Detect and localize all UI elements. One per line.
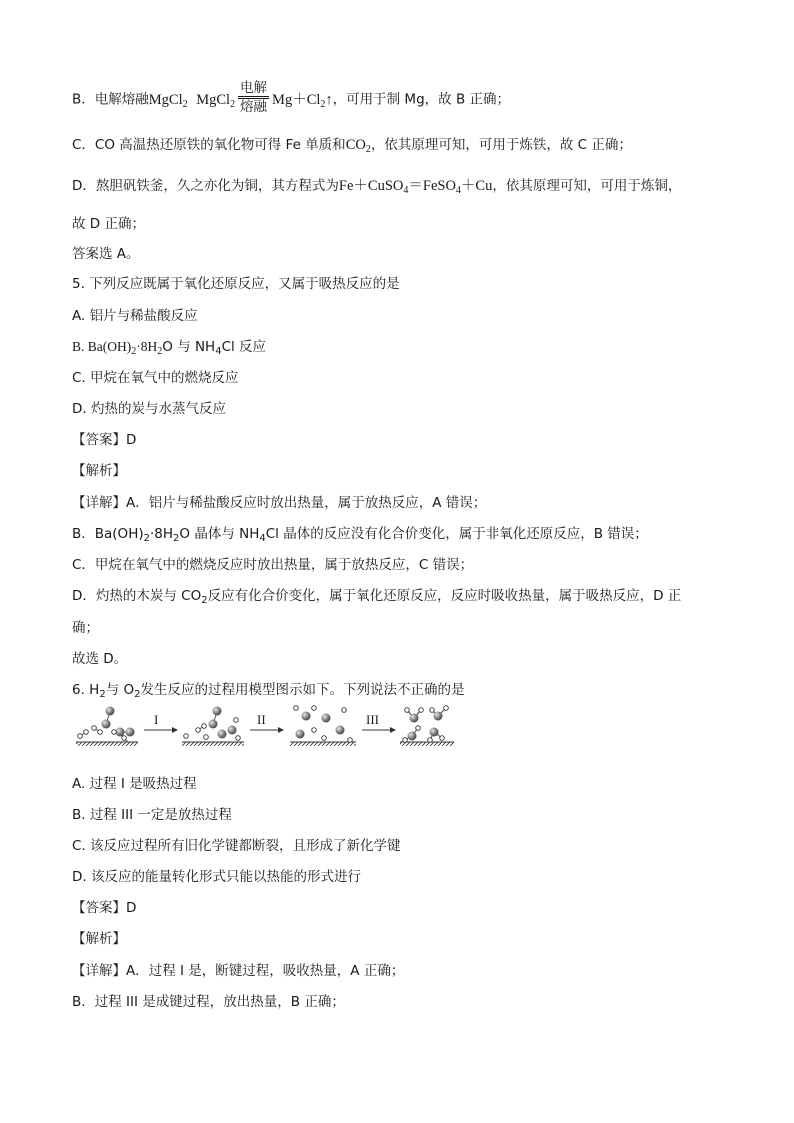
q6-detail-b: B．过程 III 是成键过程，放出热量，B 正确； xyxy=(72,994,345,1010)
q6-stem: 6. $H_2$与 $O_2$发生反应的过程用模型图示如下。下列说法不正确的是 xyxy=(72,682,465,700)
process-label-3: III xyxy=(366,712,379,727)
q4-option-d-explanation: D．熬胆矾铁釜，久之亦化为铜，其方程式为Fe＋CuSO$_4$＝FeSO$_4$＋Cu，依其原理可知，可用于炼铜， xyxy=(72,178,682,196)
q5-detail-d-line2: 确； xyxy=(72,620,99,636)
formula-mgcl2-reactant: MgCl$_2$ xyxy=(196,91,236,110)
stage-3-atoms xyxy=(290,706,356,746)
q5-detail-a: 【详解】A．铝片与稀盐酸反应时放出热量，属于放热反应，A 错误； xyxy=(72,495,487,511)
q6-option-b: B. 过程 III 一定是放热过程 xyxy=(72,807,232,823)
q4-answer: 答案选 A。 xyxy=(72,246,140,262)
equation-fe-cuso4: Fe＋CuSO$_4$＝FeSO$_4$＋Cu xyxy=(338,178,493,196)
q5-answer: 【答案】D xyxy=(72,432,137,448)
q6-option-c: C. 该反应过程所有旧化学键都断裂，且形成了新化学键 xyxy=(72,838,401,854)
q5-conclusion: 故选 D。 xyxy=(72,651,128,667)
q4-option-c-explanation: C．CO 高温热还原铁的氧化物可得 Fe 单质和$CO_2$，依其原理可知，可用于炼铁，故 C 正确； xyxy=(72,137,632,155)
q4-option-b-explanation: B．电解熔融MgCl$_2$ MgCl$_2$ $\frac{\text{电解}}{\text{熔融}}$ $Mg+Cl_2↑$，可用于制 Mg，故 B 正确； xyxy=(72,80,510,115)
stage-1-molecules xyxy=(76,707,138,747)
q5-option-b: B. $Ba(OH)_2\cdot 8H_2O$ 与 $NH_4Cl$ 反应 xyxy=(72,339,267,357)
q6-detail-a: 【详解】A．过程 I 是，断键过程，吸收热量，A 正确； xyxy=(72,963,405,979)
q5-option-c: C. 甲烷在氧气中的燃烧反应 xyxy=(72,370,239,386)
q6-answer: 【答案】D xyxy=(72,900,137,916)
formula-products: $Mg+Cl_2↑$ xyxy=(272,91,333,110)
q5-stem: 5. 下列反应既属于氧化还原反应，又属于吸热反应的是 xyxy=(72,276,400,292)
arrow-process-2 xyxy=(250,712,284,733)
arrow-process-3 xyxy=(362,712,396,733)
process-label-1: I xyxy=(154,712,159,727)
process-label-2: II xyxy=(257,712,266,727)
stage-2-molecules xyxy=(182,707,244,747)
q5-option-a: A. 铝片与稀盐酸反应 xyxy=(72,308,198,324)
q6-option-a: A. 过程 I 是吸热过程 xyxy=(72,776,197,792)
reaction-model-diagram xyxy=(74,702,454,750)
q6-option-d: D. 该反应的能量转化形式只能以热能的形式进行 xyxy=(72,869,361,885)
q5-option-d: D. 灼热的炭与水蒸气反应 xyxy=(72,401,226,417)
formula-mgcl2: MgCl$_2$ xyxy=(148,91,188,110)
q6-analysis-label: 【解析】 xyxy=(72,931,126,947)
q4-option-d-line2: 故 D 正确； xyxy=(72,216,145,232)
q5-analysis-label: 【解析】 xyxy=(72,463,126,479)
q5-detail-b: B．$Ba(OH)_2\cdot 8H_2O$ 晶体与 $NH_4Cl$ 晶体的反应没有化合价变化，属于非氧化还原反应，B 错误； xyxy=(72,526,648,544)
stage-4-water-molecules xyxy=(400,706,454,746)
arrow-process-1 xyxy=(144,712,178,733)
formula-co2: $CO_2$ xyxy=(345,137,371,155)
q5-detail-d: D．灼热的木炭与 $CO_2$反应有化合价变化，属于氧化还原反应，反应时吸收热量，属于吸热反应，D 正 xyxy=(72,588,682,606)
reaction-condition: $\frac{\text{电解}}{\text{熔融}}$ xyxy=(240,80,268,115)
q5-detail-c: C．甲烷在氧气中的燃烧反应时放出热量，属于放热反应，C 错误； xyxy=(72,557,474,573)
